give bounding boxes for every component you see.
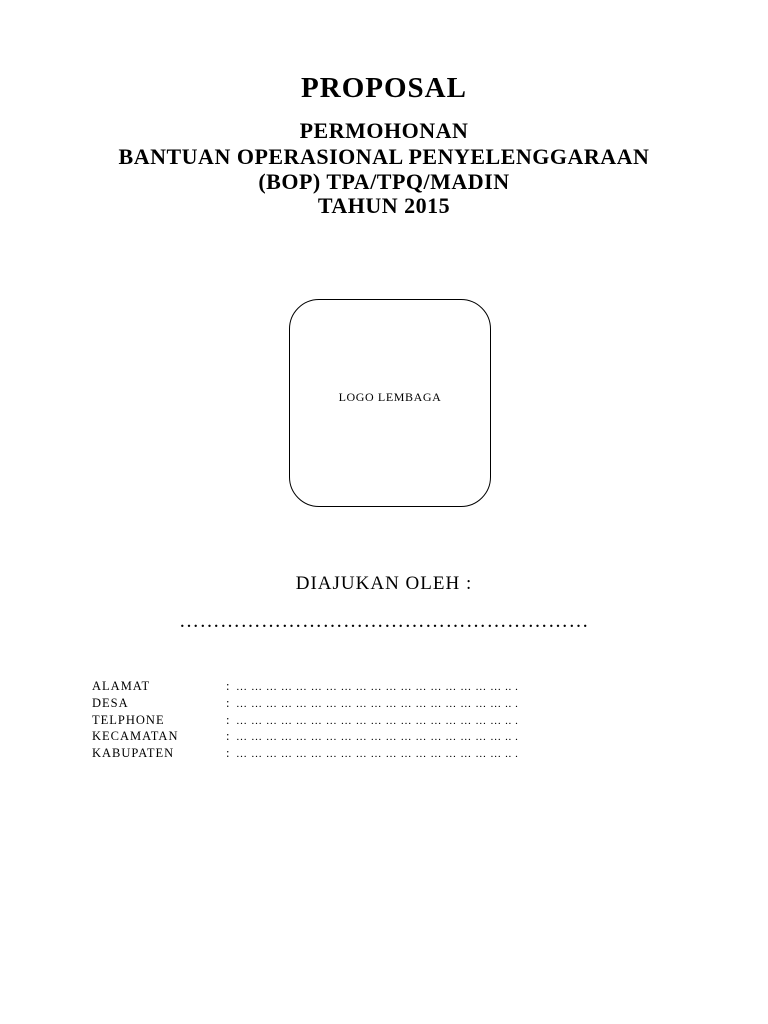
field-row-kecamatan bbox=[92, 728, 519, 745]
field-blank: … … … … … … … … … … … … … … … … … … .. . bbox=[236, 681, 519, 693]
subtitle-bop: (BOP) TPA/TPQ/MADIN bbox=[258, 169, 510, 194]
subtitle-bantuan: BANTUAN OPERASIONAL PENYELENGGARAAN bbox=[118, 144, 650, 169]
field-label: KECAMATAN bbox=[92, 729, 179, 744]
subtitle-permohonan: PERMOHONAN bbox=[299, 118, 469, 143]
field-label: DESA bbox=[92, 695, 129, 710]
submitted-by-label: DIAJUKAN OLEH : bbox=[295, 573, 473, 594]
field-blank: … … … … … … … … … … … … … … … … … … .. . bbox=[236, 714, 519, 727]
logo-placeholder-box bbox=[289, 299, 491, 507]
field-colon: : bbox=[226, 695, 231, 710]
field-row-alamat bbox=[92, 678, 519, 695]
field-label: TELPHONE bbox=[92, 712, 165, 727]
address-fields bbox=[92, 678, 519, 762]
field-colon: : bbox=[226, 679, 231, 693]
field-blank: … … … … … … … … … … … … … … … … … … .. . bbox=[236, 731, 519, 744]
field-colon: : bbox=[226, 729, 231, 744]
field-colon: : bbox=[226, 746, 231, 761]
field-row-kabupaten bbox=[92, 745, 519, 762]
field-blank: … … … … … … … … … … … … … … … … … … .. . bbox=[236, 748, 519, 761]
field-label: KABUPATEN bbox=[92, 746, 175, 761]
field-row-telphone bbox=[92, 712, 519, 729]
field-colon: : bbox=[226, 712, 231, 727]
document-title: PROPOSAL bbox=[301, 72, 467, 104]
field-blank: … … … … … … … … … … … … … … … … … … .. . bbox=[236, 697, 519, 710]
field-label: ALAMAT bbox=[92, 679, 151, 693]
logo-placeholder-label: LOGO LEMBAGA bbox=[338, 390, 442, 404]
submitter-name-blank: …………………………………………………… bbox=[179, 610, 589, 632]
subtitle-year: TAHUN 2015 bbox=[317, 193, 451, 218]
field-row-desa bbox=[92, 695, 519, 712]
